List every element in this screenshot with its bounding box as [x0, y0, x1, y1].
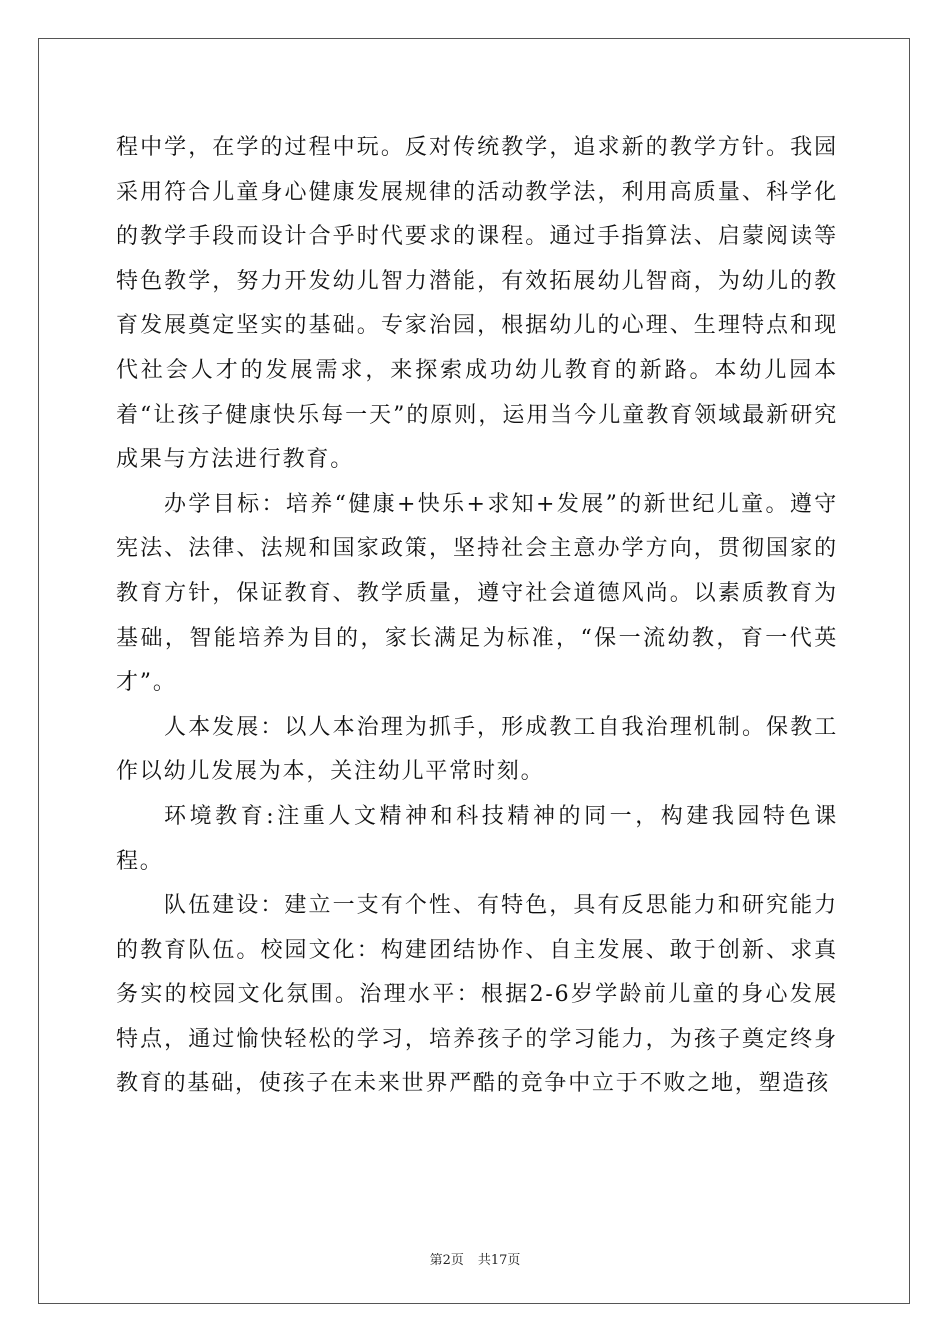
- paragraph-2: 办学目标：培养“健康+快乐+求知+发展”的新世纪儿童。遵守宪法、法律、法规和国家政策，坚持社会主意办学方向，贯彻国家的教育方针，保证教育、教学质量，遵守社会道德风尚。以素质教育为基础，智能培养为目的，家长满足为标准，“保一流幼教，育一代英才”。: [116, 491, 838, 696]
- page-total: 共17页: [477, 1253, 521, 1268]
- page-footer: [0, 1249, 950, 1268]
- paragraph-1: 程中学，在学的过程中玩。反对传统教学，追求新的教学方针。我园采用符合儿童身心健康发展规律的活动教学法，利用高质量、科学化的教学手段而设计合乎时代要求的课程。通过手指算法、启蒙阅读等特色教学，努力开发幼儿智力潜能，有效拓展幼儿智商，为幼儿的教育发展奠定坚实的基础。专家治园，根据幼儿的心理、生理特点和现代社会人才的发展需求，来探索成功幼儿教育的新路。本幼儿园本着“让孩子健康快乐每一天”的原则，运用当今儿童教育领域最新研究成果与方法进行教育。: [116, 135, 838, 473]
- paragraph-5: 队伍建设：建立一支有个性、有特色，具有反思能力和研究能力的教育队伍。校园文化：构建团结协作、自主发展、敢于创新、求真务实的校园文化氛围。治理水平：根据2-6岁学龄前儿童的身心发展特点，通过愉快轻松的学习，培养孩子的学习能力，为孩子奠定终身教育的基础，使孩子在未来世界严酷的竞争中立于不败之地，塑造孩: [116, 893, 838, 1097]
- paragraph-4: 环境教育:注重人文精神和科技精神的同一，构建我园特色课程。: [116, 803, 838, 874]
- document-body: [116, 126, 838, 1107]
- paragraph-3: 人本发展：以人本治理为抓手，形成教工自我治理机制。保教工作以幼儿发展为本，关注幼儿平常时刻。: [116, 714, 838, 785]
- page-number: 第2页: [429, 1253, 464, 1268]
